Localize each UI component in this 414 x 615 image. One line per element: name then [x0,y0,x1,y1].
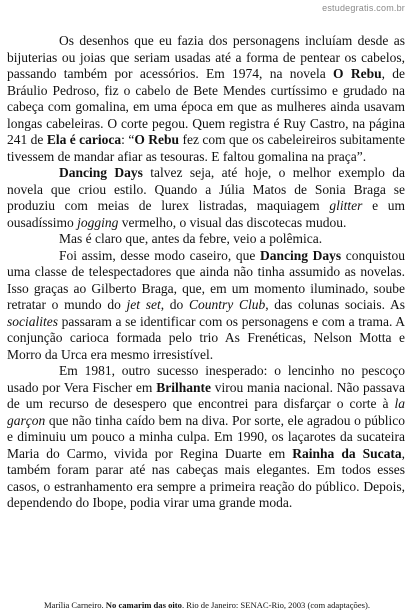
bold-title: O Rebu [333,66,382,81]
text-run: que não tinha caído bem na diva. Por sorte, ele agradou o público e diminuiu um pouco a minha culpa. Em 1990, os laçarotes da sucateira Maria do Carmo, vivida por Regina Duarte em [7,412,405,461]
article-body [7,33,405,512]
italic-term: jogging [77,214,119,230]
text-run: , do [160,297,189,312]
text-run: conquistou uma classe de telespectadores que ainda não tinha assumido as novelas. Isso graças ao Gilberto Braga, que, em um momento iluminado, soube retratar o mundo do [7,247,405,312]
text-run: Em 1981, outro sucesso inesperado: o lencinho no pescoço usado por Vera Fischer em [7,363,405,395]
text-run: Os desenhos que eu fazia dos personagens incluíam desde as bijuterias ou joias que seriam usadas até a forma de pentear os cabelos, passando também por acessórios. Em 1974, na novela [7,33,405,81]
text-run: fez com que os cabeleireiros subitamente tivessem de mandar afiar as tesouras. E faltou gomalina na praça”. [7,132,405,164]
site-watermark: estudegratis.com.br [322,3,405,13]
text-run: vermelho, o visual das discotecas mudou. [118,214,347,230]
paragraph [7,363,405,512]
italic-term: glitter [329,198,363,213]
paragraph [7,231,405,248]
source-citation [0,600,414,610]
bold-title: O Rebu [134,132,180,147]
paragraph [7,33,405,165]
bold-title: No camarim das oito [105,600,182,610]
italic-term: la garçon [7,396,405,428]
paragraph [7,165,405,231]
text-run: virou mania nacional. Não passava de um recurso de desespero que encontrei para disfarçar o corte à [7,379,406,411]
paragraph [7,248,405,364]
italic-term: socialites [7,313,58,329]
text-run: e um ousadíssimo [7,198,405,230]
text-run: Foi assim, desse modo caseiro, que [59,247,260,263]
bold-title: Dancing Days [259,247,342,263]
text-run: , também foram parar até nas cabeças mais elegantes. Em todos esses casos, o estranhamento era sempre a primeira reação do público. Depois, dependendo do Ibope, podia virar uma grande moda. [7,445,405,510]
bold-title: Brilhante [156,379,211,395]
italic-term: Country Club [189,297,266,312]
text-run: : “ [121,132,135,147]
text-run: talvez seja, até hoje, o melhor exemplo da novela que criou estilo. Quando a Júlia Matos de Sonia Braga se produziu com meias de lurex listradas, maquiagem [7,165,405,213]
italic-term: jet set [126,297,161,312]
text-run: Mas é claro que, antes da febre, veio a polêmica. [59,231,323,246]
bold-title: Rainha da Sucata [292,445,402,461]
bold-title: Dancing Days [59,165,143,180]
text-run: , de Bráulio Pedroso, fiz o cabelo de Bete Mendes curtíssimo e grudado na cabeça com gomalina, em uma época em que as mulheres ainda usavam longas cabeleiras. O corte pegou. Quem registra é Ruy Castro, na página 241 de [7,66,406,147]
text-run: Marília Carneiro. [43,600,106,610]
text-run: , das colunas sociais. As [265,297,406,312]
text-run: . Rio de Janeiro: SENAC-Rio, 2003 (com adaptações). [181,600,371,610]
text-run: passaram a se identificar com os personagens e com a trama. A conjunção carioca formada pelo trio As Frenéticas, Nelson Motta e Morro da Urca era mesmo irresistível. [7,313,405,362]
bold-title: Ela é carioca [46,132,122,147]
